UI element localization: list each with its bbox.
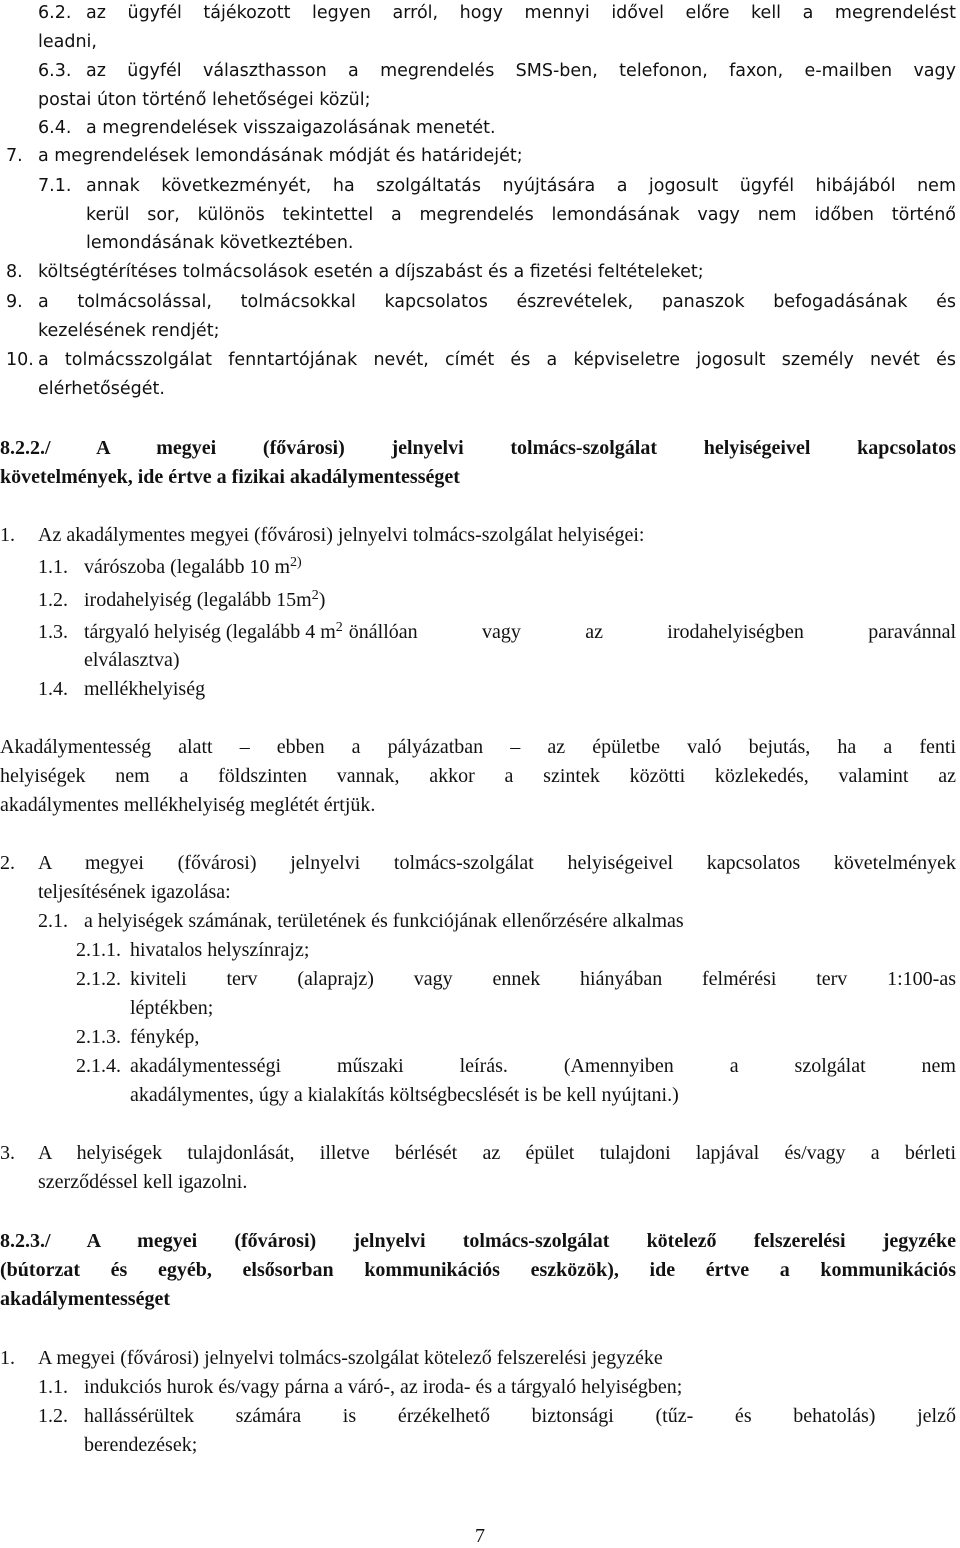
section-heading: követelmények, ide értve a fizikai akadálymentességet: [0, 466, 460, 488]
list-item-text: Az akadálymentes megyei (fővárosi) jelnyelvi tolmács-szolgálat helyiségei:: [38, 524, 645, 546]
list-item-text: kerül sor, különös tekintettel a megrendelés lemondásának vagy nem időben történő: [86, 205, 956, 225]
paragraph-line: helyiségek nem a földszinten vannak, akkor a szintek közötti közlekedés, valamint az: [0, 765, 956, 787]
list-number: 6.3.: [38, 61, 72, 81]
list-number: 7.1.: [38, 176, 72, 196]
list-number: 1.: [0, 524, 15, 546]
list-item-text: A megyei (fővárosi) jelnyelvi tolmács-szolgálat helyiségeivel kapcsolatos követelmények: [38, 852, 956, 874]
list-number: 2.1.1.: [76, 939, 121, 961]
list-number: 3.: [0, 1142, 15, 1164]
list-item-text: A megyei (fővárosi) jelnyelvi tolmács-szolgálat kötelező felszerelési jegyzéke: [38, 1347, 663, 1369]
section-heading: akadálymentességet: [0, 1288, 170, 1310]
superscript: 2: [311, 588, 319, 603]
list-item-text: a megrendelések visszaigazolásának menetét.: [86, 118, 496, 138]
list-item-text: annak következményét, ha szolgáltatás nyújtására a jogosult ügyfél hibájából nem: [86, 176, 956, 196]
section-heading: (bútorzat és egyéb, elsősorban kommunikációs eszközök), ide értve a kommunikációs: [0, 1259, 956, 1281]
list-item-text: az ügyfél választhasson a megrendelés SMS-ben, telefonon, faxon, e-mailben vagy: [86, 61, 956, 81]
list-item-text: tárgyaló helyiség (legalább 4 $m^2$ önállóan vagy az irodahelyiségben paravánnal: [84, 620, 956, 643]
list-number: 7.: [6, 146, 23, 166]
list-number: 6.2.: [38, 3, 72, 23]
list-item-text: indukciós hurok és/vagy párna a váró-, az iroda- és a tárgyaló helyiségben;: [84, 1376, 683, 1398]
list-item-text: a megrendelések lemondásának módját és határidejét;: [38, 146, 523, 166]
list-item-text: a tolmácsolással, tolmácsokkal kapcsolatos észrevételek, panaszok befogadásának és: [38, 292, 956, 312]
list-item-text: mellékhelyiség: [84, 678, 206, 700]
list-number: 2.: [0, 852, 15, 874]
list-item-text: elválasztva): [84, 649, 180, 671]
list-number: 1.1.: [38, 556, 68, 578]
paragraph-line: Akadálymentesség alatt – ebben a pályázatban – az épületbe való bejutás, ha a fenti: [0, 736, 956, 758]
list-item-text: postai úton történő lehetőségei közül;: [38, 90, 371, 110]
list-item-text: fénykép,: [130, 1026, 200, 1048]
list-item-text: lemondásának következtében.: [86, 233, 354, 253]
list-number: 1.2.: [38, 1405, 68, 1427]
list-item-text: berendezések;: [84, 1434, 198, 1456]
list-item-text: elérhetőségét.: [38, 379, 165, 399]
list-number: 6.4.: [38, 118, 72, 138]
paragraph-line: akadálymentes mellékhelyiség meglétét értjük.: [0, 794, 376, 816]
list-number: 1.: [0, 1347, 15, 1369]
list-number: 1.1.: [38, 1376, 68, 1398]
list-item-text: kiviteli terv (alaprajz) vagy ennek hiányában felmérési terv 1:100-as: [130, 968, 956, 990]
section-heading: 8.2.2./ A megyei (fővárosi) jelnyelvi tolmács-szolgálat helyiségeivel kapcsolatos: [0, 437, 956, 459]
list-number: 1.4.: [38, 678, 68, 700]
list-item-text: a tolmácsszolgálat fenntartójának nevét, címét és a képviseletre jogosult személy nevét és: [38, 350, 956, 370]
list-item-text: várószoba (legalább 10 $m^{2)}$: [84, 555, 302, 578]
section-heading: 8.2.3./ A megyei (fővárosi) jelnyelvi tolmács-szolgálat kötelező felszerelési jegyzéke: [0, 1230, 956, 1252]
list-number: 8.: [6, 262, 23, 282]
superscript: 2: [335, 620, 343, 635]
page-number: 7: [475, 1525, 485, 1547]
list-item-text: hallássérültek számára is érzékelhető biztonsági (tűz- és behatolás) jelző: [84, 1405, 956, 1427]
list-number: 1.2.: [38, 589, 68, 611]
list-number: 2.1.3.: [76, 1026, 121, 1048]
list-item-text: költségtérítéses tolmácsolások esetén a díjszabást és a fizetési feltételeket;: [38, 262, 704, 282]
list-item-text: szerződéssel kell igazolni.: [38, 1171, 248, 1193]
list-item-text: az ügyfél tájékozott legyen arról, hogy mennyi idővel előre kell a megrendelést: [86, 3, 956, 23]
list-number: 2.1.: [38, 910, 68, 932]
list-item-text: A helyiségek tulajdonlását, illetve bérlését az épület tulajdoni lapjával és/vagy a bérleti: [38, 1142, 956, 1164]
list-number: 9.: [6, 292, 23, 312]
list-number: 1.3.: [38, 621, 68, 643]
list-item-text: akadálymentességi műszaki leírás. (Amennyiben a szolgálat nem: [130, 1055, 956, 1077]
list-item-text: léptékben;: [130, 997, 214, 1019]
list-item-text: irodahelyiség (legalább $15m^2$): [84, 588, 326, 611]
list-number: 2.1.2.: [76, 968, 121, 990]
list-number: 2.1.4.: [76, 1055, 121, 1077]
list-number: 10.: [6, 350, 34, 370]
list-item-text: hivatalos helyszínrajz;: [130, 939, 310, 961]
list-item-text: leadni,: [38, 32, 97, 52]
list-item-text: teljesítésének igazolása:: [38, 881, 231, 903]
list-item-text: kezelésének rendjét;: [38, 321, 220, 341]
superscript: 2): [290, 555, 302, 570]
list-item-text: akadálymentes, úgy a kialakítás költségbecslését is be kell nyújtani.): [130, 1084, 679, 1106]
list-item-text: a helyiségek számának, területének és funkciójának ellenőrzésére alkalmas: [84, 910, 684, 932]
